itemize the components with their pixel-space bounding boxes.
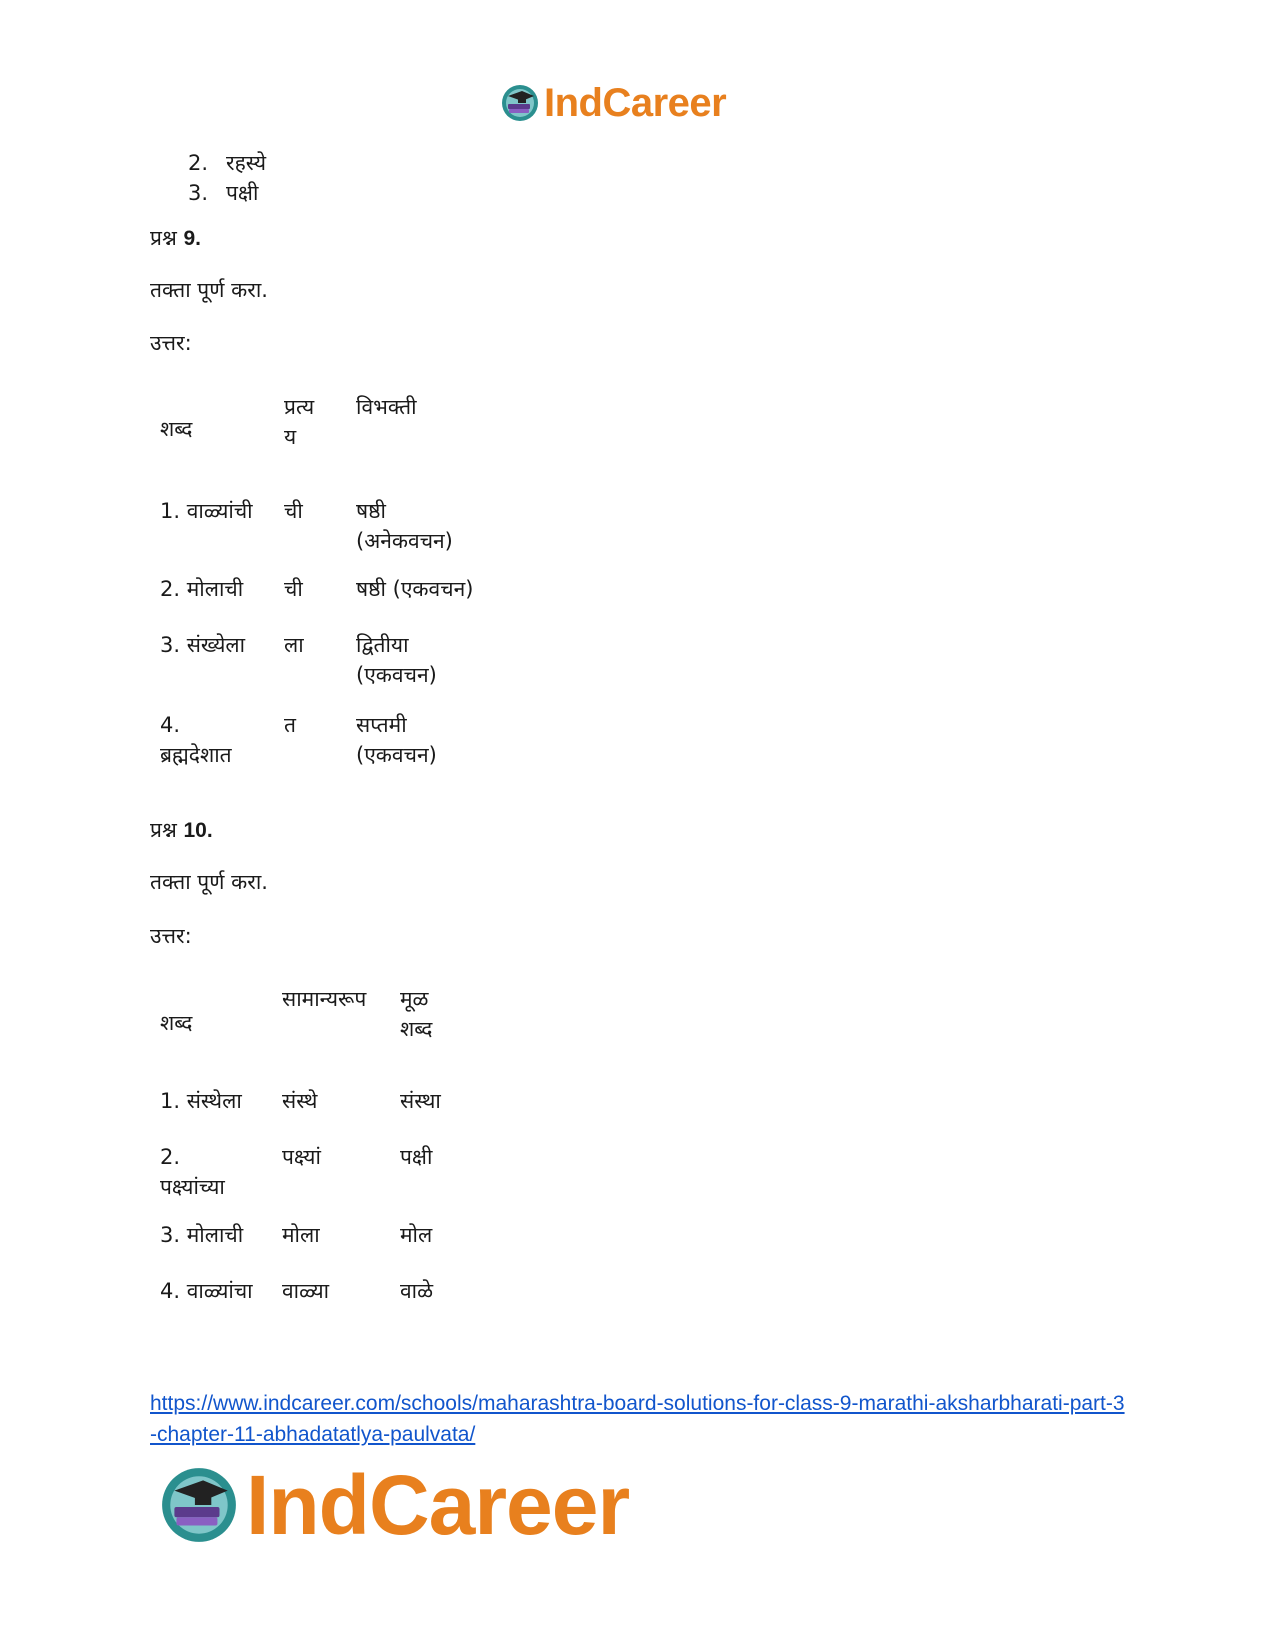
table-row: 1. वाळ्यांची ची षष्ठी (अनेकवचन)	[160, 499, 453, 553]
table-row: 3. मोलाची मोला मोल	[160, 1223, 433, 1247]
table-header-cell: प्रत्य य	[284, 395, 315, 449]
table-row: 3. संख्येला ला द्वितीया (एकवचन)	[160, 633, 437, 687]
question-9-answer-label: उत्तर:	[150, 331, 192, 355]
question-10-table	[150, 984, 451, 1314]
table-header-cell: सामान्यरूप	[282, 987, 367, 1011]
table-row: 2. मोलाची ची षष्ठी (एकवचन)	[160, 577, 474, 601]
table-row: 4. ब्रह्मदेशात त सप्तमी (एकवचन)	[160, 713, 437, 767]
table-header-row	[150, 392, 483, 478]
list-item: 2. रहस्ये	[188, 151, 267, 175]
answer-list	[188, 148, 266, 208]
question-10-instruction: तक्ता पूर्ण करा.	[150, 870, 268, 894]
table-header-cell: विभक्ती	[356, 395, 417, 419]
question-9-instruction: तक्ता पूर्ण करा.	[150, 278, 268, 302]
logo-wordmark: IndCareer	[246, 1457, 630, 1552]
list-item: 3. पक्षी	[188, 181, 259, 205]
logo-wordmark: IndCareer	[544, 80, 727, 125]
question-10-answer-label: उत्तर:	[150, 924, 192, 948]
question-9-table	[150, 392, 483, 772]
table-row: 4. वाळ्यांचा वाळ्या वाळे	[160, 1279, 434, 1303]
table-row: 2. पक्ष्यांच्या पक्ष्यां पक्षी	[160, 1145, 433, 1199]
footer-logo	[158, 1457, 630, 1552]
table-header-cell: शब्द	[160, 1011, 193, 1035]
table-header-row	[150, 984, 451, 1068]
header-logo	[500, 78, 726, 128]
source-page-link[interactable]: https://www.indcareer.com/schools/maharashtra-board-solutions-for-class-9-marathi-aksharbharati-part-3-chapter-11-abhadatatlya-paulvata/	[150, 1392, 1125, 1446]
graduation-books-icon	[500, 83, 540, 123]
table-header-cell: शब्द	[160, 417, 193, 441]
table-row: 1. संस्थेला संस्थे संस्था	[160, 1089, 441, 1113]
graduation-books-icon	[158, 1464, 240, 1546]
question-9-heading: प्रश्न 9.	[150, 226, 201, 250]
table-header-cell: मूळ शब्द	[400, 987, 433, 1041]
question-10-heading: प्रश्न 10.	[150, 818, 213, 842]
